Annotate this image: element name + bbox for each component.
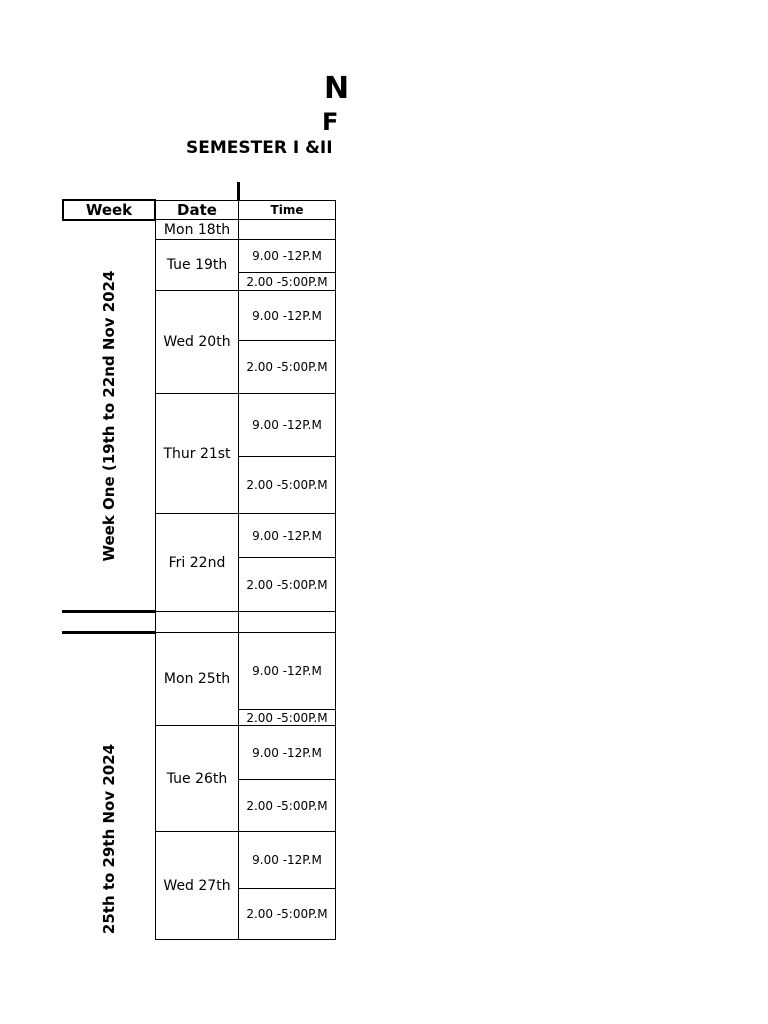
date-cell: Mon 18th — [155, 219, 239, 240]
time-slot-cell: 2.00 -5:00P.M — [238, 272, 336, 291]
week-one-label: Week One (19th to 22nd Nov 2024 — [100, 270, 118, 562]
time-slot-cell: 9.00 -12P.M — [238, 632, 336, 710]
date-cell: Tue 26th — [155, 725, 239, 832]
header-date: Date — [155, 200, 239, 220]
date-cell: Wed 20th — [155, 290, 239, 394]
week-two-label-clip — [62, 634, 155, 940]
time-slot-cell: 9.00 -12P.M — [238, 290, 336, 341]
time-slot-cell: 2.00 -5:00P.M — [238, 888, 336, 940]
date-cell: Fri 22nd — [155, 513, 239, 612]
header-week: Week — [62, 199, 156, 221]
date-cell: Tue 19th — [155, 239, 239, 291]
time-slot-cell: 2.00 -5:00P.M — [238, 456, 336, 514]
empty-time-cell — [238, 219, 336, 240]
time-slot-cell: 2.00 -5:00P.M — [238, 779, 336, 832]
time-slot-cell: 2.00 -5:00P.M — [238, 557, 336, 612]
column-marker — [237, 182, 240, 200]
week-two-label: 25th to 29th Nov 2024 — [100, 743, 118, 935]
time-slot-cell: 9.00 -12P.M — [238, 393, 336, 457]
empty-time-cell — [238, 611, 336, 633]
title-line-2: F — [322, 108, 339, 136]
title-line-1: N — [324, 71, 350, 106]
time-slot-cell: 9.00 -12P.M — [238, 239, 336, 273]
date-cell: Thur 21st — [155, 393, 239, 514]
week-separator-line — [62, 610, 155, 613]
time-slot-cell: 2.00 -5:00P.M — [238, 709, 336, 726]
empty-date-cell — [155, 611, 239, 633]
time-slot-cell: 9.00 -12P.M — [238, 831, 336, 889]
semester-title: SEMESTER I &II — [186, 138, 333, 158]
time-slot-cell: 9.00 -12P.M — [238, 725, 336, 780]
header-time: Time — [238, 200, 336, 220]
time-slot-cell: 2.00 -5:00P.M — [238, 340, 336, 394]
date-cell: Mon 25th — [155, 632, 239, 726]
time-slot-cell: 9.00 -12P.M — [238, 513, 336, 558]
date-cell: Wed 27th — [155, 831, 239, 940]
